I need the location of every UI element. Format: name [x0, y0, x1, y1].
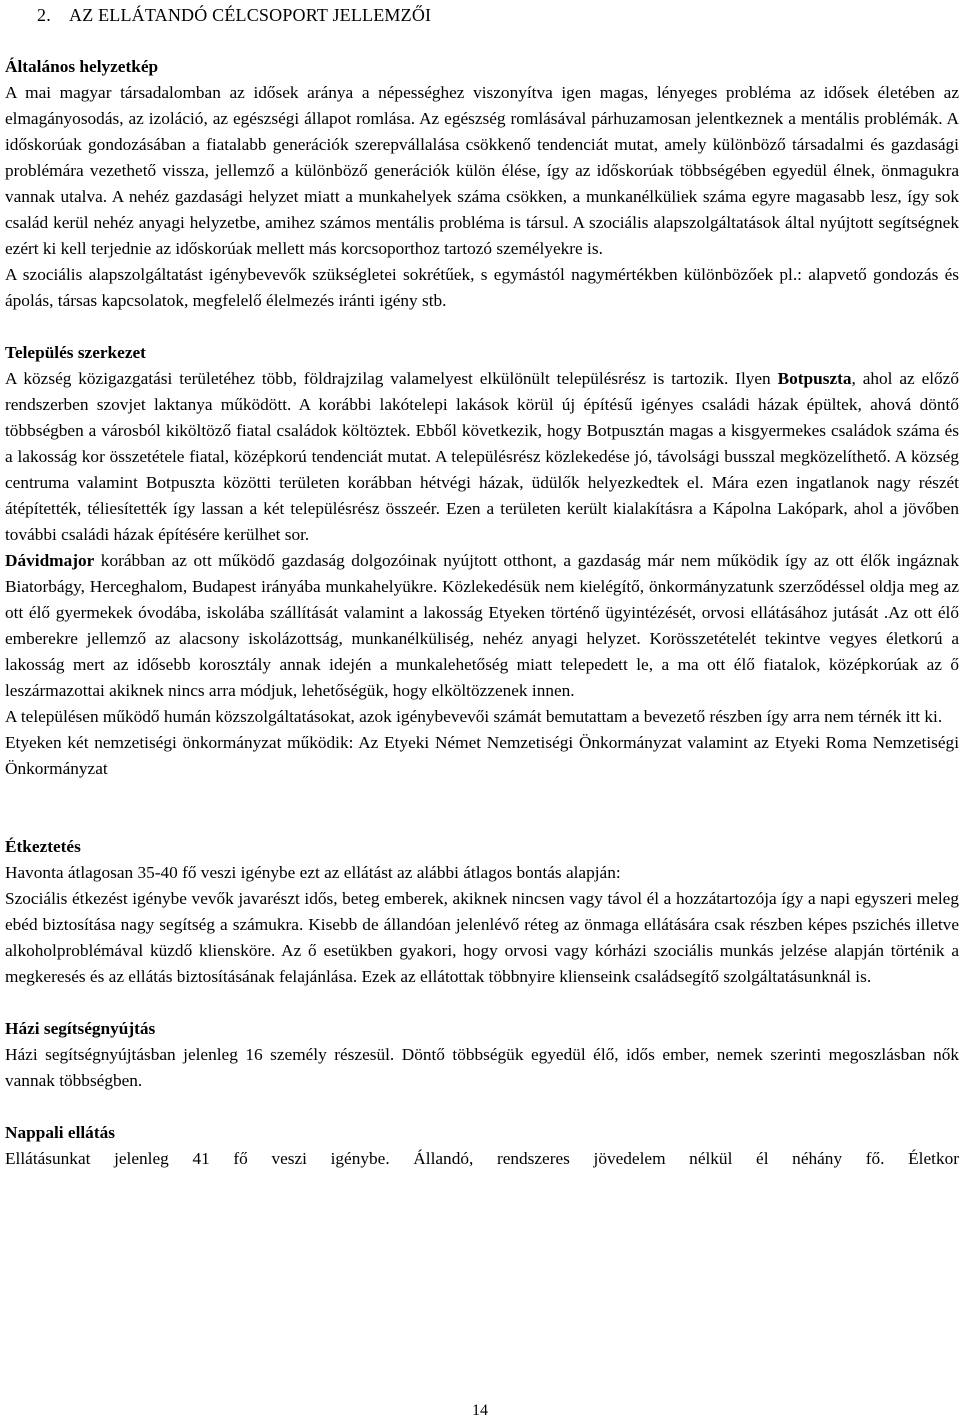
section-heading-general: Általános helyzetkép	[5, 57, 159, 76]
section-heading-settlement: Település szerkezet	[5, 343, 146, 362]
davidmajor-bold: Dávidmajor	[5, 551, 95, 570]
settlement-p1-end: , ahol az előző rendszerben szovjet laktanya működött. A korábbi lakótelepi lakások körül új építésű igényes családi házak épültek, ahová döntő többségben a városból kiköltöző fiatal családok költöztek. Ebből következik, hogy Botpusztán magas a kisgyermekes családok száma és a lakosság kor összetétele fiatal, középkorú tendenciát mutat. A településrész közlekedése jó, távolsági busszal megközelíthető. A község centruma valamint Botpuszta közötti területen korábban hétvégi házak, üdülők helyezkedtek el. Mára ezen ingatlanok nagy részét átépítették, téliesítették így lassan a két településrész összeér. Ezen a területen került kialakításra a Kápolna Lakópark, ahol a jövőben további családi házak építésére kerülhet sor.	[5, 369, 959, 544]
general-paragraph-2: A szociális alapszolgáltatást igénybevevők szükségletei sokrétűek, s egymástól nagymértékben különbözőek pl.: alapvető gondozás és ápolás, társas kapcsolatok, megfelelő élelmezés iránti igény stb.	[5, 265, 959, 310]
section-heading-home-help: Házi segítségnyújtás	[5, 1019, 156, 1038]
botpuszta-bold: Botpuszta	[777, 369, 852, 388]
home-help-paragraph-1: Házi segítségnyújtásban jelenleg 16 személy részesül. Döntő többségük egyedül élő, idős ember, nemek szerinti megoszlásban nők vannak többségben.	[5, 1045, 959, 1090]
chapter-title: AZ ELLÁTANDÓ CÉLCSOPORT JELLEMZŐI	[69, 5, 432, 25]
settlement-paragraph-3: A településen működő humán közszolgáltatásokat, azok igénybevevői számát bemutattam a bevezető részben így arra nem térnék itt ki.	[5, 707, 943, 726]
settlement-paragraph-4: Etyeken két nemzetiségi önkormányzat működik: Az Etyeki Német Nemzetiségi Önkormányzat valamint az Etyeki Roma Nemzetiségi Önkormányzat	[5, 733, 959, 778]
section-heading-meals: Étkeztetés	[5, 837, 81, 856]
section-heading-day-care: Nappali ellátás	[5, 1123, 115, 1142]
general-paragraph-1: A mai magyar társadalomban az idősek aránya a népességhez viszonyítva igen magas, lényeges probléma az idősek életében az elmagányosodás, az izoláció, az egészségi állapot romlása. Az egészség romlásával párhuzamosan jelentkeznek a mentális problémák. A időskorúak gondozásában a fiatalabb generációk szerepvállalása csökkenő tendenciát mutat, amely különböző társadalmi és gazdasági problémára vezethető vissza, jellemző a különböző generációk külön élése, így az időskorúak többségében egyedül élnek, önmagukra vannak utalva. A nehéz gazdasági helyzet miatt a munkahelyek száma csökken, a munkanélküliek száma egyre magasabb lesz, így sok család kerül nehéz anyagi helyzetbe, amihez számos mentális probléma is társul. A szociális alapszolgáltatások által nyújtott segítségnek ezért ki kell terjednie az időskorúak mellett más korcsoporthoz tartozó személyekre is.	[5, 83, 959, 258]
settlement-p1-start: A község közigazgatási területéhez több, földrajzilag valamelyest elkülönült településrész is tartozik. Ilyen	[5, 369, 778, 388]
chapter-number: 2.	[37, 5, 51, 25]
settlement-paragraph-2	[5, 548, 959, 704]
meals-paragraph-1: Havonta átlagosan 35-40 fő veszi igénybe ezt az ellátást az alábbi átlagos bontás alapján:	[5, 863, 621, 882]
document-page	[5, 0, 959, 1172]
chapter-heading	[5, 0, 959, 28]
day-care-paragraph-1: Ellátásunkat jelenleg 41 fő veszi igénybe. Állandó, rendszeres jövedelem nélkül él néhány fő. Életkor	[5, 1149, 959, 1168]
page-number: 14	[472, 1402, 488, 1419]
meals-paragraph-2: Szociális étkezést igénybe vevők javarészt idős, beteg emberek, akiknek nincsen vagy távol él a hozzátartozója így a napi egyszeri meleg ebéd biztosítása nagy segítség a számukra. Kisebb de állandóan jelenlévő réteg az önmaga ellátására csak részben képes pszichés illetve alkoholproblémával küzdő kliensköre. Az ő esetükben gyakori, hogy orvosi vagy kórházi szociális munkás jelzése alapján történik a megkeresés és az ellátás biztosításának felajánlása. Ezek az ellátottak többnyire klienseink családsegítő szolgáltatásunknál is.	[5, 889, 959, 986]
settlement-paragraph-1	[5, 366, 959, 548]
settlement-p2-rest: korábban az ott működő gazdaság dolgozóinak nyújtott otthont, a gazdaság már nem működik így az ott élők ingáznak Biatorbágy, Herceghalom, Budapest irányába munkahelyükre. Közlekedésük nem kielégítő, önkormányzatunk szerződéssel oldja meg az ott élő gyermekek óvodába, iskolába szállítását valamint a lakosság Etyeken történő ügyintézését, orvosi ellátásához jutását .Az ott élő emberekre jellemző az alacsony iskolázottság, munkanélküliség, nehéz anyagi helyzet. Korösszetételét tekintve vegyes életkorú a lakosság mert az idősebb korosztály annak idején a munkalehetőség miatt telepedett le, a ma ott élő fiatalok, középkorúak az ő leszármazottai akiknek nincs arra módjuk, lehetőségük, hogy elköltözzenek innen.	[5, 551, 959, 700]
